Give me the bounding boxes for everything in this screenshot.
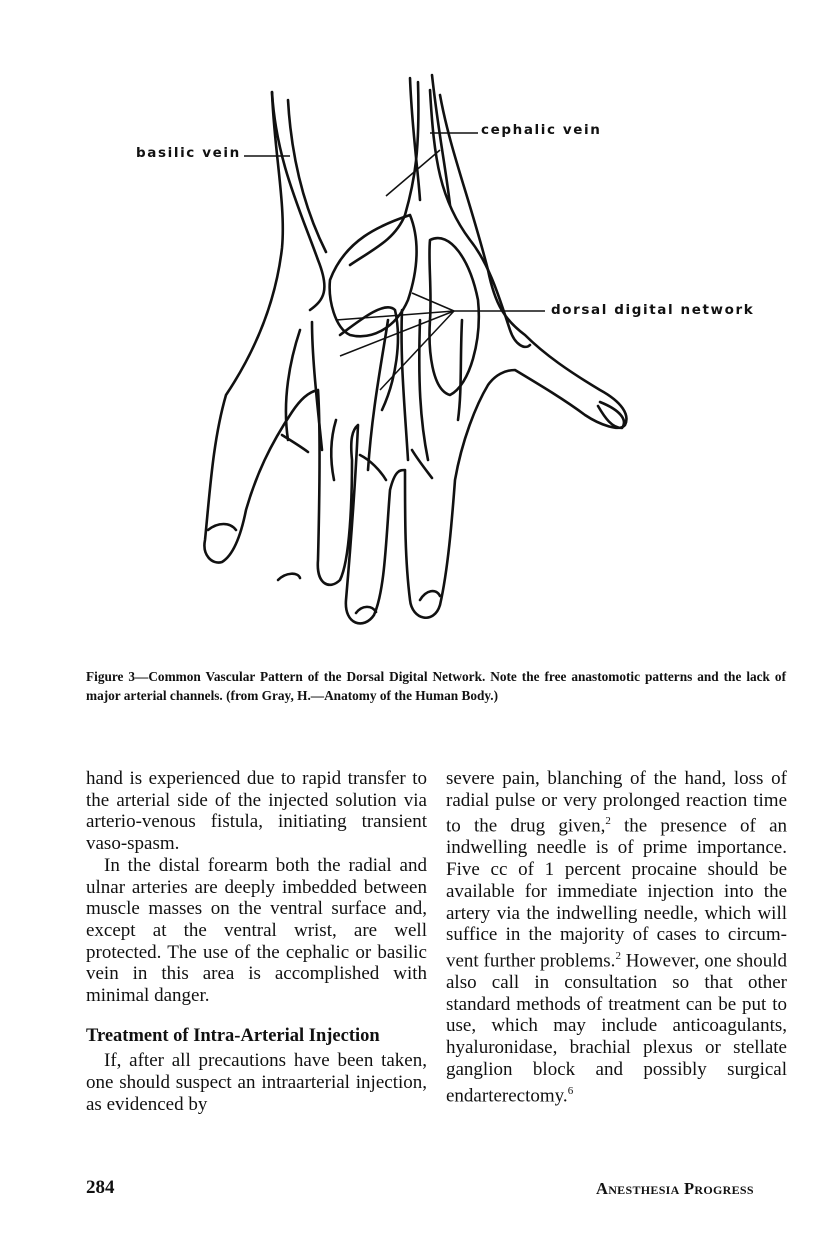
finger-vein-1: [286, 330, 300, 440]
right-column: [446, 768, 787, 1107]
finger-nail-3: [356, 607, 376, 613]
finger-vein-3: [368, 320, 388, 470]
finger-vein-6: [458, 320, 462, 420]
right-text-c: However, one should also call in consultation so that other standard methods of treatment can be put to use, which may include anticoagulants, hyaluronidase, brachial plexus or stellate ganglion block and possibly surgical endarterectomy.: [446, 950, 788, 1106]
finger-nail-1: [208, 524, 236, 530]
finger-vein-7: [331, 420, 336, 480]
finger-vein-9: [360, 455, 386, 480]
dorsal-digital-network-label: dorsal digital network: [551, 302, 755, 318]
right-text-b: the presence of an indwelling needle is of prime importance. Five cc of 1 percent procaine should be available for immediate injection into the artery via the indwelling needle, which will suffice in the majority of cases to circumvent further problems.: [446, 815, 788, 972]
left-paragraph-1: hand is experienced due to rapid transfer to the arterial side of the injected solution via arterio-venous fistula, initiating transient vaso-spasm.: [86, 768, 427, 855]
journal-name: Anesthesia Progress: [596, 1179, 754, 1198]
finger-nail-4: [420, 591, 440, 600]
network-loop-2: [429, 238, 478, 395]
finger-vein-4: [402, 310, 408, 460]
left-paragraph-3: If, after all precautions have been taken, one should suspect an intraarterial injection, as evidenced by: [86, 1050, 427, 1115]
leader-cephalic-diagonal: [386, 150, 440, 196]
citation-superscript: 2: [615, 949, 621, 962]
basilic-vein-label: basilic vein: [136, 145, 241, 161]
finger-nail-2: [278, 574, 300, 580]
figure-caption: Figure 3—Common Vascular Pattern of the Dorsal Digital Network. Note the free anastomotic patterns and the lack of major arterial channels. (from Gray, H.—Anatomy of the Human Body.): [86, 669, 786, 703]
right-paragraph-1: [446, 768, 787, 1107]
finger-vein-10: [412, 450, 432, 478]
citation-superscript: 2: [605, 815, 611, 828]
left-paragraph-2: In the distal forearm both the radial and ulnar arteries are deeply imbedded between muscle masses on the ventral surface and, except at the ventral wrist, are well protected. The use of the cephalic or basilic vein in this area is accomplished with minimal danger.: [86, 854, 427, 1007]
left-column: [86, 768, 427, 1116]
finger-vein-2: [312, 322, 322, 450]
basilic-vein: [272, 92, 324, 310]
citation-superscript: 6: [567, 1084, 574, 1097]
cephalic-vein: [350, 82, 418, 265]
right-text-a: severe pain, blanching of the hand, loss of radial pulse or very prolonged reaction time to the drug given,: [446, 768, 787, 837]
network-loop-1: [330, 215, 417, 336]
network-loop-3: [340, 307, 398, 410]
cephalic-vein-label: cephalic vein: [481, 122, 602, 138]
page-number: 284: [86, 1177, 115, 1198]
leader-dorsal-2: [412, 293, 454, 311]
section-heading: Treatment of Intra-Arterial Injection: [86, 1025, 380, 1046]
finger-vein-8: [282, 435, 308, 452]
